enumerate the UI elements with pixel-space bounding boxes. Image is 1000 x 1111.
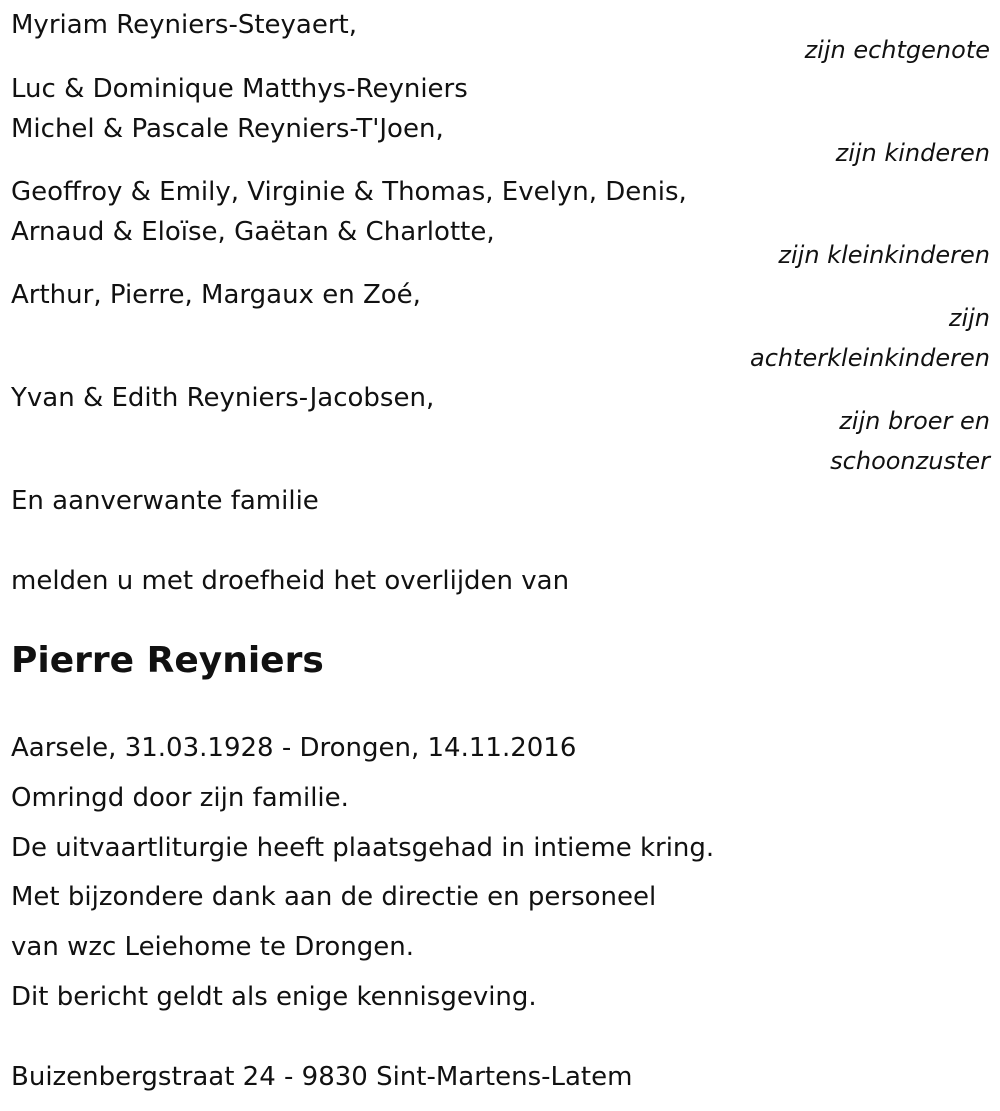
sibling-line: Yvan & Edith Reyniers-Jacobsen, <box>11 383 435 413</box>
extended-family-line: En aanverwante familie <box>11 486 319 516</box>
detail-notice: Dit bericht geldt als enige kennisgeving. <box>11 982 537 1012</box>
children-line-2: Michel & Pascale Reyniers-T'Joen, <box>11 114 444 144</box>
children-line-1: Luc & Dominique Matthys-Reyniers <box>11 74 468 104</box>
grandchildren-line-1: Geoffroy & Emily, Virginie & Thomas, Evelyn, Denis, <box>11 177 687 207</box>
detail-dates: Aarsele, 31.03.1928 - Drongen, 14.11.2016 <box>11 733 577 763</box>
sibling-role-1: zijn broer en <box>839 407 990 435</box>
great-grandchildren-role-1: zijn <box>948 304 990 332</box>
deceased-name: Pierre Reyniers <box>11 640 324 681</box>
announcement-line: melden u met droefheid het overlijden van <box>11 566 570 596</box>
address-line: Buizenbergstraat 24 - 9830 Sint-Martens-Latem <box>11 1062 633 1092</box>
grandchildren-role: zijn kleinkinderen <box>778 241 990 269</box>
detail-thanks-1: Met bijzondere dank aan de directie en personeel <box>11 882 657 912</box>
spouse-name: Myriam Reyniers-Steyaert, <box>11 10 358 40</box>
detail-thanks-2: van wzc Leiehome te Drongen. <box>11 932 414 962</box>
great-grandchildren-line: Arthur, Pierre, Margaux en Zoé, <box>11 280 421 310</box>
detail-liturgy: De uitvaartliturgie heeft plaatsgehad in intieme kring. <box>11 833 715 863</box>
great-grandchildren-role-2: achterkleinkinderen <box>750 344 990 372</box>
children-role: zijn kinderen <box>835 139 990 167</box>
spouse-role: zijn echtgenote <box>804 36 990 64</box>
detail-surrounded: Omringd door zijn familie. <box>11 783 349 813</box>
grandchildren-line-2: Arnaud & Eloïse, Gaëtan & Charlotte, <box>11 217 495 247</box>
sibling-role-2: schoonzuster <box>830 447 990 475</box>
